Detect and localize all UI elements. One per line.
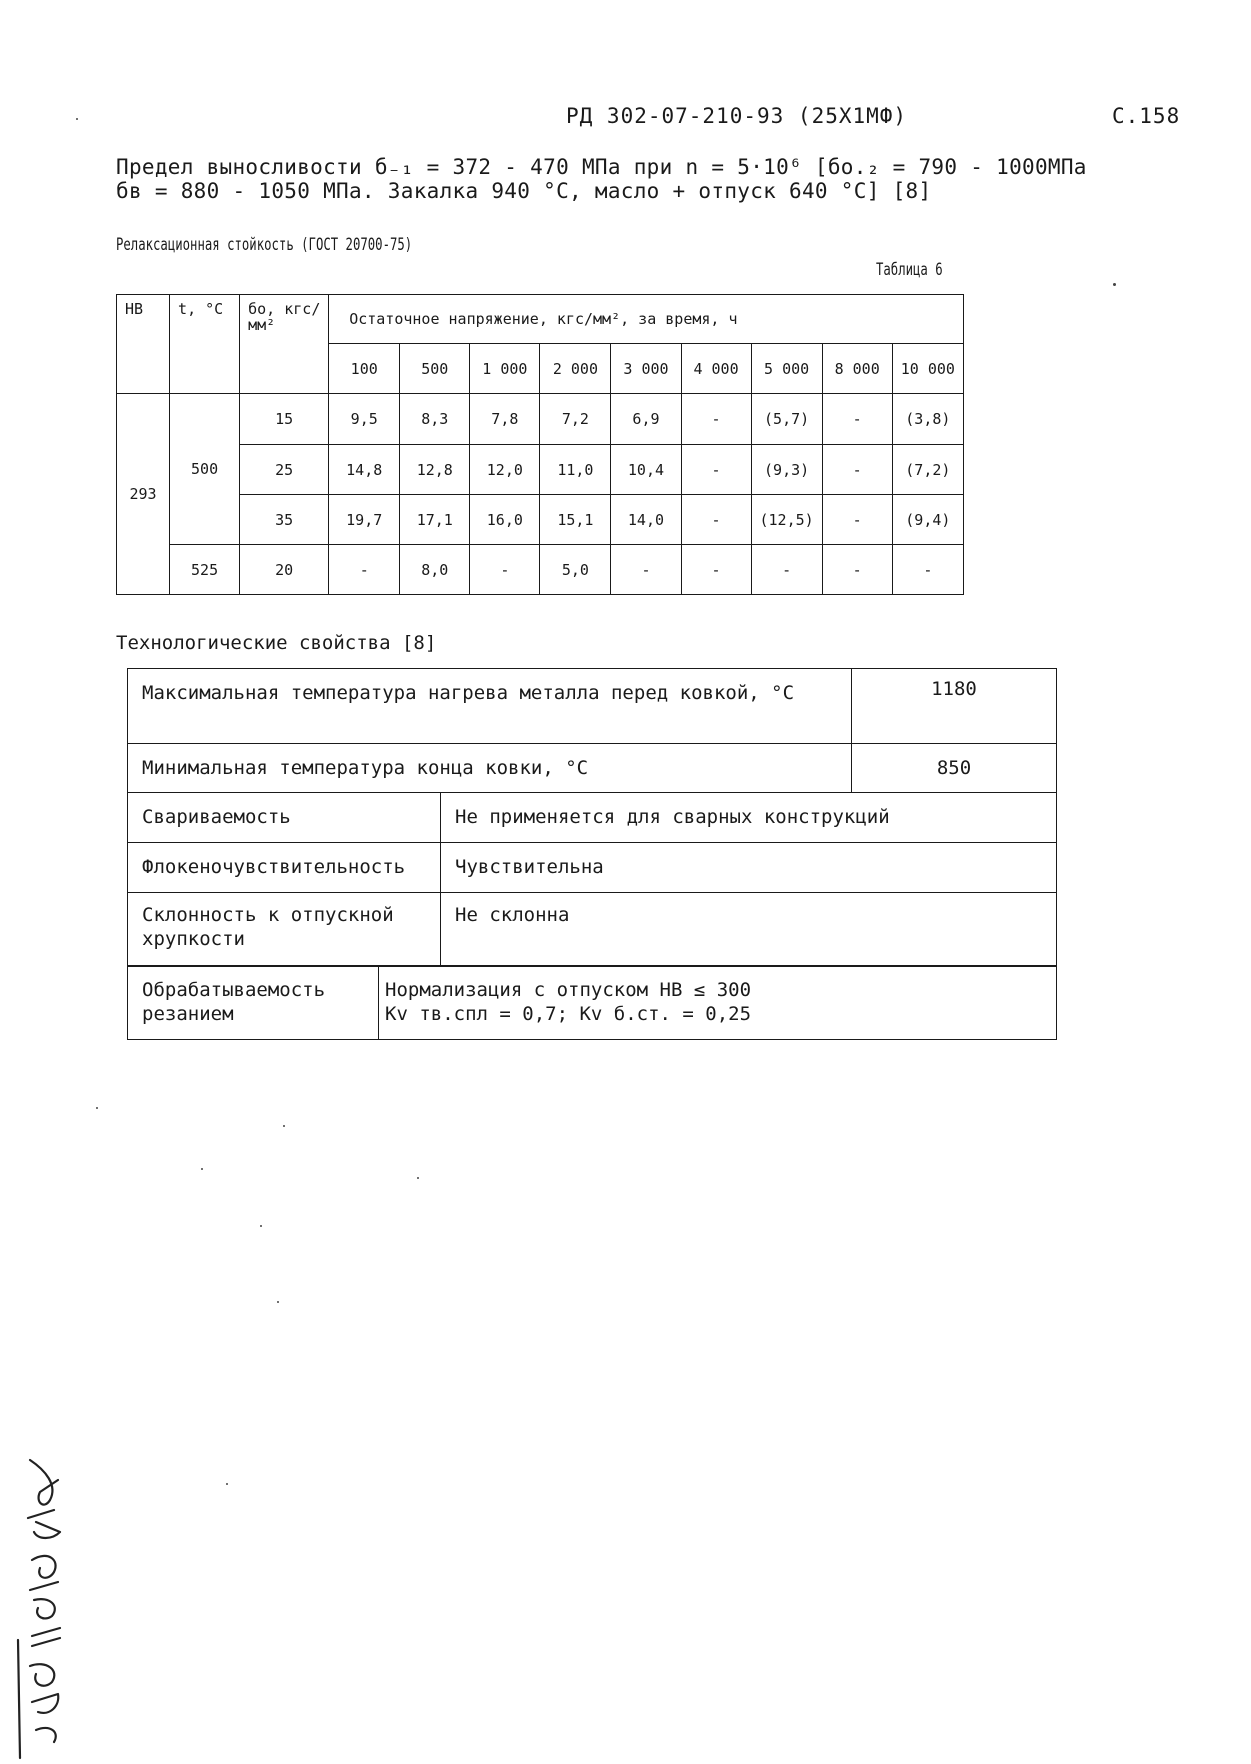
header-initial-stress: бо, кгс/мм² [240, 295, 329, 394]
table-label: Таблица 6 [876, 259, 943, 280]
table-cell: 17,1 [400, 495, 470, 545]
flake-sensitivity-label: Флокеночувствительность [128, 843, 441, 893]
table-cell: - [681, 445, 751, 495]
table-cell: - [822, 445, 892, 495]
min-forging-temp-label: Минимальная температура конца ковки, °С [128, 744, 852, 793]
table-row [117, 495, 964, 545]
table-cell: - [822, 545, 892, 595]
forging-table [127, 668, 1057, 793]
time-column-header: 4 000 [681, 344, 751, 394]
table-cell: - [329, 545, 400, 595]
scan-speck [277, 1301, 279, 1303]
temper-brittleness-label: Склонность к отпускной хрупкости [128, 893, 441, 967]
table-row [117, 545, 964, 595]
min-forging-temp-value: 850 [852, 744, 1057, 793]
table-cell: 6,9 [611, 394, 681, 445]
table-row [117, 445, 964, 495]
table-cell: 16,0 [470, 495, 540, 545]
temperature-value: 525 [170, 545, 240, 595]
table-cell: (7,2) [892, 445, 963, 495]
hb-value: 293 [117, 394, 170, 595]
time-column-header: 10 000 [892, 344, 963, 394]
scan-speck [260, 1225, 262, 1227]
table-cell: - [822, 495, 892, 545]
weldability-value: Не применяется для сварных конструкций [441, 793, 1057, 843]
temper-brittleness-value: Не склонна [441, 893, 1057, 967]
table-cell: 19,7 [329, 495, 400, 545]
machinability-line-1: Нормализация с отпуском НВ ≤ 300 [385, 979, 752, 1001]
header-temperature: t, °С [170, 295, 240, 394]
time-column-header: 1 000 [470, 344, 540, 394]
temperature-value: 500 [170, 394, 240, 545]
table-cell: - [681, 495, 751, 545]
table-cell: 7,8 [470, 394, 540, 445]
table-cell: (5,7) [751, 394, 822, 445]
header-hb: HB [117, 295, 170, 394]
initial-stress-value: 35 [240, 495, 329, 545]
scan-speck [417, 1177, 419, 1179]
machinability-value [379, 966, 1057, 1040]
table-cell: 12,0 [470, 445, 540, 495]
handwritten-registry-mark [10, 1440, 80, 1760]
table-cell: 15,1 [540, 495, 611, 545]
time-column-header: 100 [329, 344, 400, 394]
table-cell: 12,8 [400, 445, 470, 495]
table-cell: 7,2 [540, 394, 611, 445]
table-cell: (12,5) [751, 495, 822, 545]
table-cell: 5,0 [540, 545, 611, 595]
scan-speck [226, 1483, 228, 1485]
time-column-header: 8 000 [822, 344, 892, 394]
machinability-label: Обрабатываемость резанием [128, 966, 379, 1040]
table-cell: 9,5 [329, 394, 400, 445]
table-cell: - [681, 545, 751, 595]
time-column-header: 500 [400, 344, 470, 394]
scan-speck [201, 1168, 203, 1170]
weldability-label: Свариваемость [128, 793, 441, 843]
table-row [117, 394, 964, 445]
table-cell: 8,0 [400, 545, 470, 595]
table-cell: - [892, 545, 963, 595]
initial-stress-value: 15 [240, 394, 329, 445]
machinability-line-2: Kv тв.спл = 0,7; Kv б.ст. = 0,25 [385, 1003, 752, 1025]
table-cell: - [822, 394, 892, 445]
flake-sensitivity-value: Чувствительна [441, 843, 1057, 893]
table-cell: - [611, 545, 681, 595]
max-forging-temp-label: Максимальная температура нагрева металла перед ковкой, °С [128, 669, 852, 744]
max-forging-temp-value: 1180 [852, 669, 1057, 744]
technology-title: Технологические свойства [8] [116, 632, 437, 654]
table-cell: - [751, 545, 822, 595]
table-cell: (9,4) [892, 495, 963, 545]
header-residual-stress: Остаточное напряжение, кгс/мм², за время, ч [329, 295, 964, 344]
table-cell: 10,4 [611, 445, 681, 495]
table-cell: - [681, 394, 751, 445]
table-cell: 8,3 [400, 394, 470, 445]
strength-heat-treatment-line: бв = 880 - 1050 МПа. Закалка 940 °С, масло + отпуск 640 °С] [8] [116, 179, 932, 203]
table-cell: - [470, 545, 540, 595]
relaxation-table [116, 294, 964, 595]
relaxation-title: Релаксационная стойкость (ГОСТ 20700-75) [116, 234, 413, 255]
scan-speck [96, 1107, 98, 1109]
table-cell: 14,0 [611, 495, 681, 545]
table-cell: (3,8) [892, 394, 963, 445]
time-column-header: 2 000 [540, 344, 611, 394]
time-column-header: 5 000 [751, 344, 822, 394]
machinability-table [127, 965, 1057, 1040]
page-number: С.158 [1112, 104, 1181, 128]
initial-stress-value: 20 [240, 545, 329, 595]
initial-stress-value: 25 [240, 445, 329, 495]
table-cell: 11,0 [540, 445, 611, 495]
scan-speck [283, 1125, 285, 1127]
scan-speck [1113, 283, 1116, 286]
endurance-limit-line: Предел выносливости б₋₁ = 372 - 470 МПа при n = 5·10⁶ [бо.₂ = 790 - 1000МПа [116, 155, 1087, 179]
document-code: РД 302-07-210-93 (25Х1МФ) [566, 104, 908, 128]
table-cell: 14,8 [329, 445, 400, 495]
time-column-header: 3 000 [611, 344, 681, 394]
scan-speck [76, 118, 78, 120]
table-cell: (9,3) [751, 445, 822, 495]
properties-table [127, 792, 1057, 967]
